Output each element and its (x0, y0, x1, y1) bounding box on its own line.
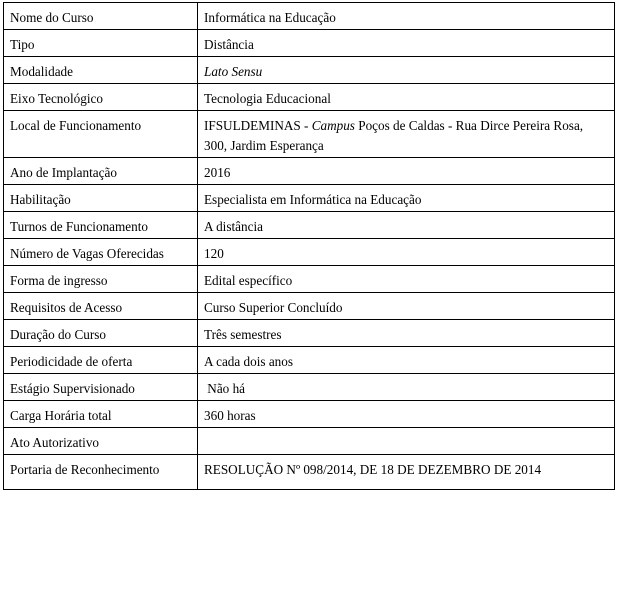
row-value: Informática na Educação (198, 3, 615, 30)
row-value: 2016 (198, 158, 615, 185)
row-value: 360 horas (198, 401, 615, 428)
value-part-campus: Campus (311, 118, 355, 133)
row-value: A cada dois anos (198, 347, 615, 374)
row-value: Não há (198, 374, 615, 401)
row-label: Periodicidade de oferta (4, 347, 198, 374)
row-value: Edital específico (198, 266, 615, 293)
row-value: A distância (198, 212, 615, 239)
value-part: Poços de Caldas - Rua Dirce Pereira Rosa, 300, Jardim Esperança (204, 118, 584, 153)
row-value: Lato Sensu (198, 57, 615, 84)
row-label: Ato Autorizativo (4, 428, 198, 455)
row-value: RESOLUÇÃO Nº 098/2014, DE 18 DE DEZEMBRO DE 2014 (198, 455, 615, 490)
table-row (4, 401, 615, 428)
row-label: Local de Funcionamento (4, 111, 198, 158)
row-value: Especialista em Informática na Educação (198, 185, 615, 212)
row-value (198, 428, 615, 455)
table-row (4, 57, 615, 84)
table-row (4, 212, 615, 239)
row-label: Tipo (4, 30, 198, 57)
row-label: Requisitos de Acesso (4, 293, 198, 320)
row-label: Forma de ingresso (4, 266, 198, 293)
row-value: Curso Superior Concluído (198, 293, 615, 320)
course-info-table (3, 2, 615, 490)
table-row (4, 320, 615, 347)
row-label: Carga Horária total (4, 401, 198, 428)
row-value: Três semestres (198, 320, 615, 347)
row-label: Turnos de Funcionamento (4, 212, 198, 239)
row-label: Eixo Tecnológico (4, 84, 198, 111)
row-label: Modalidade (4, 57, 198, 84)
value-part: IFSULDEMINAS - (204, 118, 312, 133)
row-label: Duração do Curso (4, 320, 198, 347)
table-row (4, 3, 615, 30)
table-row (4, 158, 615, 185)
table-row (4, 455, 615, 490)
table-row (4, 293, 615, 320)
table-row (4, 428, 615, 455)
table-row (4, 374, 615, 401)
row-label: Número de Vagas Oferecidas (4, 239, 198, 266)
table-row (4, 347, 615, 374)
row-value: Tecnologia Educacional (198, 84, 615, 111)
table-row (4, 84, 615, 111)
row-label: Portaria de Reconhecimento (4, 455, 198, 490)
row-label: Nome do Curso (4, 3, 198, 30)
row-label: Habilitação (4, 185, 198, 212)
row-value (198, 111, 615, 158)
row-value: Distância (198, 30, 615, 57)
table-row (4, 266, 615, 293)
row-label: Ano de Implantação (4, 158, 198, 185)
row-value: 120 (198, 239, 615, 266)
table-row (4, 30, 615, 57)
table-row (4, 239, 615, 266)
row-label: Estágio Supervisionado (4, 374, 198, 401)
table-row (4, 111, 615, 158)
table-row (4, 185, 615, 212)
